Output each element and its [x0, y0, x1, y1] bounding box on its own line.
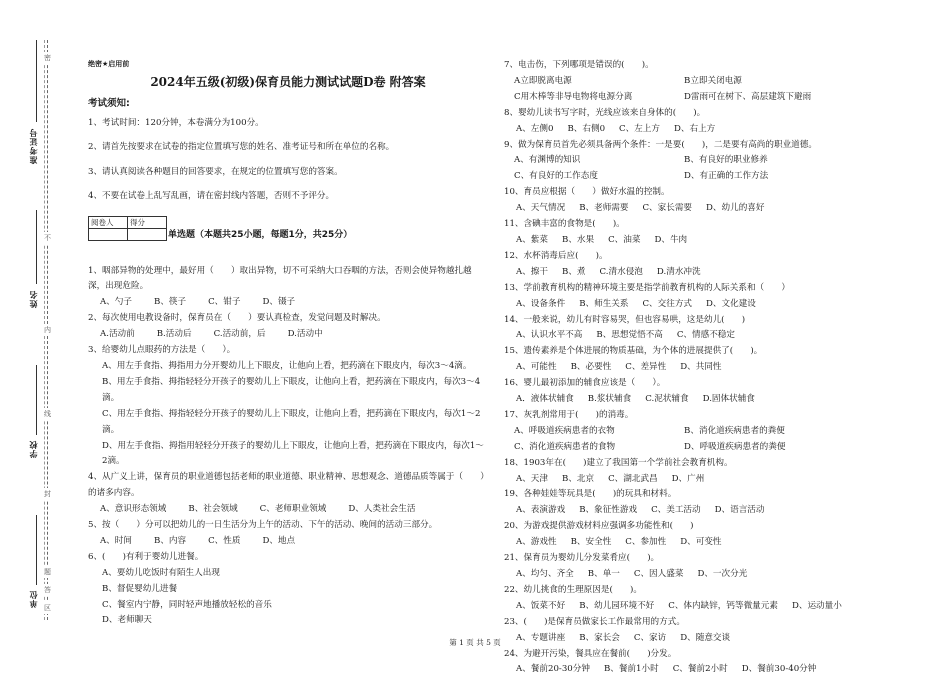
question-text: 17、灰乳剂常用于( )的消毒。: [504, 409, 634, 420]
option-row: [504, 424, 924, 440]
answer-option[interactable]: B、消化道疾病患者的粪便: [684, 425, 785, 436]
answer-option[interactable]: B、右侧0: [567, 123, 606, 134]
answer-option[interactable]: C、消化道疾病患者的食物: [514, 441, 616, 452]
answer-option[interactable]: C用木棒等非导电物将电源分离: [514, 91, 633, 102]
option-row: [504, 440, 924, 456]
answer-option[interactable]: A、紫菜: [516, 234, 548, 245]
answer-option[interactable]: B、幼儿园环境不好: [579, 600, 655, 611]
answer-option[interactable]: D、文化建设: [706, 298, 756, 309]
answer-option[interactable]: B、社会领域: [188, 504, 238, 515]
answer-option[interactable]: C、餐前2小时: [672, 664, 728, 675]
section-title: 单选题（本题共25小题，每题1分，共25分）: [168, 229, 353, 240]
seal-char: 题: [44, 568, 51, 576]
option-row: [504, 662, 924, 678]
score-cell[interactable]: [128, 228, 167, 240]
question-text: 15、遗传素养是个体进展的物质基础，为个体的进展提供了( )。: [504, 346, 763, 357]
answer-option[interactable]: B、煮: [562, 266, 586, 277]
answer-option[interactable]: B、安全性: [570, 537, 612, 548]
answer-option[interactable]: B、师生关系: [579, 298, 629, 309]
answer-option[interactable]: B、内容: [154, 535, 187, 546]
answer-option[interactable]: C、老师职业领域: [259, 504, 327, 515]
answer-option[interactable]: C、差异性: [625, 362, 667, 373]
notice-list: [88, 116, 488, 205]
answer-option[interactable]: B、单一: [587, 569, 620, 579]
question-text: 7、电击伤，下列哪项是错误的( )。: [504, 60, 654, 70]
answer-option[interactable]: C、左上方: [619, 123, 660, 134]
answer-option[interactable]: A、可能性: [516, 362, 557, 373]
answer-option[interactable]: A、天津: [516, 473, 548, 484]
option-row: [504, 599, 924, 615]
option-row: [504, 169, 924, 185]
answer-option[interactable]: D、可变性: [680, 537, 722, 548]
answer-option[interactable]: C、美工活动: [651, 505, 701, 516]
option-row: [504, 153, 924, 169]
answer-option[interactable]: B、用左手食指、拇指轻轻分开孩子的婴幼儿上下眼皮，让他向上看，把药滴在下眼皮内，每次3～4滴。: [102, 376, 481, 403]
question-text: 14、一般来说，幼儿有时容易哭，但也容易哄，这是幼儿( ): [504, 314, 746, 325]
question-text: 5、按（ ）分可以把幼儿的一日生活分为上午的活动、下午的活动、晚间的活动三部分。: [88, 520, 438, 531]
answer-option[interactable]: C、参加性: [625, 537, 667, 548]
grader-cell[interactable]: [89, 228, 128, 240]
answer-option[interactable]: D、地点: [262, 535, 296, 546]
option-row: [88, 295, 488, 311]
answer-option[interactable]: B、水果: [562, 234, 595, 245]
option-row: [504, 567, 924, 583]
answer-option[interactable]: A、认识水平不高: [516, 330, 583, 341]
page-footer: 第 1 页 共 5 页: [449, 638, 501, 647]
option-row: [88, 534, 488, 550]
answer-option[interactable]: D、语言活动: [714, 505, 765, 516]
answer-option[interactable]: B、筷子: [154, 297, 187, 308]
option-row: [504, 297, 924, 313]
question-text: 8、婴幼儿读书写字时，光线应该来自身体的( )。: [504, 107, 706, 118]
option-row: [504, 503, 924, 519]
score-box: [88, 216, 167, 241]
answer-option[interactable]: A、左侧0: [516, 123, 554, 134]
secret-label: 绝密★启用前: [88, 60, 130, 68]
answer-option[interactable]: C.清水侵泡: [599, 266, 643, 277]
answer-option[interactable]: C、体内缺锌，钙等微量元素: [668, 600, 778, 611]
answer-option[interactable]: A、游戏性: [516, 537, 557, 548]
question-text: 2、每次使用电教设备时，保育员在（ ）要认真检查，发觉问题及时解决。: [88, 313, 386, 324]
answer-option[interactable]: A立即脱离电源: [514, 75, 572, 86]
question-text: 6、( )有利于婴幼儿进餐。: [88, 551, 204, 562]
question-text: 11、含碘丰富的食物是( )。: [504, 219, 625, 230]
right-question-list: [504, 58, 924, 678]
notice-item: 3、请认真阅读各种题目的回答要求，在规定的位置填写您的答案。: [88, 166, 343, 177]
answer-option[interactable]: C、家长需要: [642, 203, 693, 214]
question-text: 1、咽部异物的处理中，最好用（ ）取出异物，切不可采纳大口吞咽的方法，否则会使异物越扎越深，出现危险。: [88, 265, 472, 292]
answer-option[interactable]: D、人类社会生活: [348, 504, 416, 515]
answer-option[interactable]: C、有良好的工作态度: [514, 171, 598, 182]
answer-option[interactable]: A、意识形态领域: [100, 504, 167, 515]
answer-option[interactable]: A．液体状辅食: [516, 394, 574, 405]
question-text: 3、给婴幼儿点眼药的方法是（ ）。: [88, 345, 236, 356]
question-text: 19、各种娃娃等玩具是( )的玩具和材料。: [504, 489, 677, 500]
answer-option[interactable]: D、牛肉: [654, 234, 688, 245]
question-text: 9、做为保育员首先必须具备两个条件：一是要( )，二是要有高尚的职业道德。: [504, 139, 817, 150]
answer-option[interactable]: D、幼儿的喜好: [706, 203, 765, 214]
answer-option[interactable]: D.活动中: [287, 329, 323, 340]
question-text: 12、水杯消毒后应( )。: [504, 250, 608, 261]
exam-number-label: 准考证号: [29, 128, 38, 164]
answer-option[interactable]: C、餐室内宁静，同时轻声地播放轻松的音乐: [102, 599, 272, 610]
answer-option[interactable]: A、均匀、齐全: [516, 569, 574, 579]
answer-option[interactable]: C、交往方式: [642, 298, 693, 309]
answer-option[interactable]: A、天气情况: [516, 203, 566, 214]
section-header: [88, 214, 488, 254]
answer-option[interactable]: C、湖北武昌: [608, 473, 658, 484]
unit-label: 单位: [29, 590, 38, 608]
notice-heading: 考试须知:: [88, 98, 130, 109]
notice-item: 4、不要在试卷上乱写乱画，请在密封线内答题，否则不予评分。: [88, 191, 335, 202]
answer-option[interactable]: D、一次分光: [697, 569, 748, 579]
answer-option[interactable]: D、老师聊天: [102, 615, 152, 626]
answer-option[interactable]: A、擦干: [516, 266, 548, 277]
exam-number-line: [36, 40, 37, 122]
option-row: [504, 472, 924, 488]
seal-char: 线: [44, 410, 51, 418]
notice-item: 2、请首先按要求在试卷的指定位置填写您的姓名、准考证号和所在单位的名称。: [88, 142, 395, 153]
option-row: [504, 74, 924, 90]
seal-char: 封: [44, 490, 51, 498]
score-label: 得分: [128, 216, 167, 228]
option-row: [504, 90, 924, 106]
option-row: [504, 233, 924, 249]
question-text: 18、1903年在( )建立了我国第一个学前社会教育机构。: [504, 457, 733, 468]
answer-option[interactable]: B、家长会: [579, 632, 620, 643]
question-text: 20、为游戏提供游戏材料应强调多功能性和( ): [504, 521, 694, 532]
left-column: [88, 58, 488, 629]
grader-label: 阅卷人: [89, 216, 128, 228]
question-text: 21、保育员为婴幼儿分发菜肴应( )。: [504, 553, 660, 564]
option-row: [504, 201, 924, 217]
answer-option[interactable]: B、餐前1小时: [603, 664, 659, 675]
school-line: [36, 365, 37, 435]
answer-option[interactable]: D、右上方: [674, 123, 716, 134]
option-row: [504, 535, 924, 551]
option-row: [504, 360, 924, 376]
seal-char: 区: [44, 604, 51, 612]
answer-option[interactable]: A、饭菜不好: [516, 600, 566, 611]
answer-option[interactable]: C、用左手食指、拇指轻轻分开孩子的婴幼儿上下眼皮，让他向上看，把药滴在下眼皮内，每次1～2滴。: [102, 408, 481, 435]
answer-option[interactable]: C.活动前，后: [213, 329, 266, 340]
answer-option[interactable]: D、有正确的工作方法: [684, 171, 769, 182]
answer-option[interactable]: D.清水冲洗: [656, 266, 701, 277]
answer-option[interactable]: A、表演游戏: [516, 505, 566, 516]
answer-option[interactable]: C、油菜: [608, 234, 641, 245]
answer-option[interactable]: A、勺子: [100, 297, 132, 308]
question-text: 16、婴儿最初添加的辅食应该是（ ）。: [504, 378, 666, 389]
answer-option[interactable]: A、专题讲座: [516, 632, 566, 643]
left-question-list: [88, 264, 488, 630]
answer-option[interactable]: C、因人盛菜: [633, 569, 684, 579]
answer-option[interactable]: D雷雨可在树下、高层建筑下避雨: [684, 91, 812, 102]
answer-option[interactable]: C.泥状辅食: [645, 394, 689, 405]
answer-option[interactable]: D、餐前30-40分钟: [741, 664, 817, 675]
answer-option[interactable]: A、呼吸道疾病患者的衣物: [514, 425, 615, 436]
answer-option[interactable]: C、性质: [208, 535, 241, 546]
answer-option[interactable]: D、呼吸道疾病患者的粪便: [684, 441, 786, 452]
answer-option[interactable]: B立即关闭电源: [684, 75, 742, 86]
answer-option[interactable]: D、用左手食指、拇指用轻轻分开孩子的婴幼儿上下眼皮，让他向上看，把药滴在下眼皮内，每次1～2滴。: [102, 440, 484, 467]
question-text: 24、为避开污染，餐具应在餐前( )分发。: [504, 648, 677, 659]
unit-line: [36, 515, 37, 585]
option-row: [504, 392, 924, 408]
answer-option[interactable]: A、时间: [100, 535, 132, 546]
option-row: [504, 265, 924, 281]
answer-option[interactable]: C、情感不稳定: [676, 330, 735, 341]
page-title: 2024年五级(初级)保育员能力测试试题D卷 附答案: [150, 75, 426, 89]
answer-option[interactable]: D、随意交谈: [680, 632, 731, 643]
binding-margin: [0, 0, 70, 671]
answer-option[interactable]: B、督促婴幼儿进餐: [102, 583, 178, 594]
option-row: [504, 122, 924, 138]
answer-option[interactable]: B、有良好的职业修养: [684, 155, 768, 166]
school-label: 学校: [29, 440, 38, 458]
answer-option[interactable]: C、钳子: [208, 297, 241, 308]
answer-option[interactable]: A、用左手食指、拇指用力分开婴幼儿上下眼皮，让他向上看，把药滴在下眼皮内，每次3～4滴。: [102, 360, 472, 371]
answer-option[interactable]: D、镊子: [262, 297, 296, 308]
option-row: [504, 328, 924, 344]
answer-option[interactable]: B、象征性游戏: [579, 505, 638, 516]
answer-option[interactable]: B.活动后: [156, 329, 192, 340]
answer-option[interactable]: A、餐前20-30分钟: [516, 664, 590, 675]
name-label: 姓名: [29, 290, 38, 308]
seal-char: 答: [44, 586, 51, 594]
answer-option[interactable]: B、思想觉悟不高: [596, 330, 663, 341]
answer-option[interactable]: A、有渊博的知识: [514, 155, 581, 166]
answer-option[interactable]: D、广州: [671, 473, 705, 484]
notice-item: 1、考试时间：120分钟，本卷满分为100分。: [88, 117, 264, 128]
answer-option[interactable]: A、要幼儿吃饭时有陌生人出现: [102, 567, 220, 578]
right-column: [504, 58, 924, 678]
seal-char: 不: [44, 234, 51, 242]
answer-option[interactable]: C、家访: [633, 632, 667, 643]
answer-option[interactable]: A.活动前: [100, 329, 135, 340]
seal-char: 内: [44, 326, 51, 334]
answer-option[interactable]: B、必要性: [570, 362, 612, 373]
seal-char: 密: [44, 54, 51, 62]
question-text: 23、( )是保育员做家长工作最常用的方式。: [504, 616, 685, 627]
answer-option[interactable]: D、运动量小: [791, 600, 842, 611]
answer-option[interactable]: D.固体状辅食: [702, 394, 755, 405]
question-text: 13、学前教育机构的精神环境主要是指学前教育机构的人际关系和（ ）: [504, 282, 790, 293]
answer-option[interactable]: B、老师需要: [579, 203, 629, 214]
answer-option[interactable]: A、设备条件: [516, 298, 566, 309]
question-text: 10、育员应根据（ ）做好水温的控制。: [504, 187, 670, 198]
question-text: 4、从广义上讲，保育员的职业道德包括老师的职业道德、职业精神、思想观念、道德品质等属于（ ）的诸多内容。: [88, 472, 485, 499]
question-text: 22、幼儿挑食的生理原因是( )。: [504, 584, 642, 595]
answer-option[interactable]: D、共同性: [680, 362, 722, 373]
option-row: [88, 502, 488, 518]
option-row: [88, 327, 488, 343]
answer-option[interactable]: B.浆状辅食: [587, 394, 632, 405]
name-line: [36, 210, 37, 284]
answer-option[interactable]: B、北京: [562, 473, 595, 484]
